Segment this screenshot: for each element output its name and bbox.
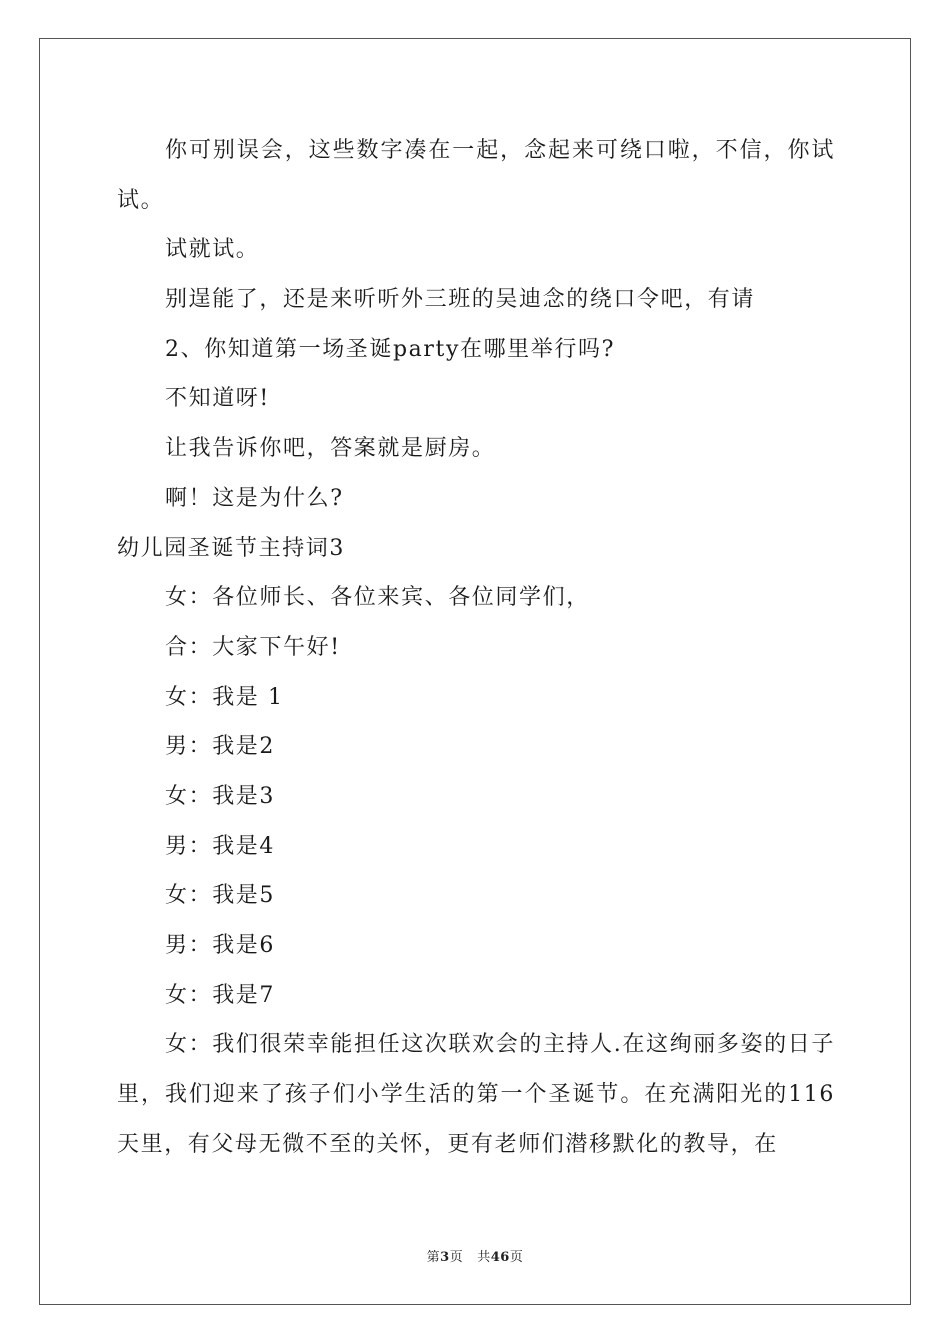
total-suffix: 页: [509, 1250, 524, 1265]
paragraph: 啊！这是为什么?: [165, 485, 344, 511]
page-footer: [0, 1246, 950, 1265]
section-heading: 幼儿园圣诞节主持词3: [117, 535, 345, 561]
paragraph: 试就试。: [165, 237, 260, 263]
dialogue-line: 女：各位师长、各位来宾、各位同学们，: [165, 585, 590, 611]
dialogue-line: 女：我是5: [165, 883, 275, 909]
dialogue-line: 女：我是7: [165, 982, 275, 1008]
paragraph: 别逞能了，还是来听听外三班的吴迪念的绕口令吧，有请: [165, 287, 756, 313]
total-pages: 46: [490, 1250, 510, 1265]
paragraph: 女：我们很荣幸能担任这次联欢会的主持人.在这绚丽多姿的日子里，我们迎来了孩子们小学生活的第一个圣诞节。在充满阳光的116天里，有父母无微不至的关怀，更有老师们潜移默化的教导，在: [117, 1032, 835, 1157]
paragraph: 让我告诉你吧，答案就是厨房。: [165, 436, 496, 462]
total-prefix: 共: [477, 1250, 491, 1265]
dialogue-line: 女：我是3: [165, 783, 275, 809]
paragraph: 你可别误会，这些数字凑在一起，念起来可绕口啦，不信，你试试。: [117, 138, 835, 213]
page-suffix: 页: [449, 1250, 464, 1265]
page-number: 3: [440, 1250, 450, 1265]
dialogue-line: 合：大家下午好!: [165, 634, 341, 660]
paragraph: 不知道呀!: [165, 386, 270, 412]
paragraph: 2、你知道第一场圣诞party在哪里举行吗?: [165, 336, 615, 362]
dialogue-line: 男：我是6: [165, 933, 275, 959]
page-prefix: 第: [426, 1250, 441, 1265]
dialogue-line: 男：我是4: [165, 833, 275, 859]
document-body: [117, 126, 835, 1170]
dialogue-line: 女：我是 1: [165, 684, 284, 710]
dialogue-line: 男：我是2: [165, 734, 275, 760]
